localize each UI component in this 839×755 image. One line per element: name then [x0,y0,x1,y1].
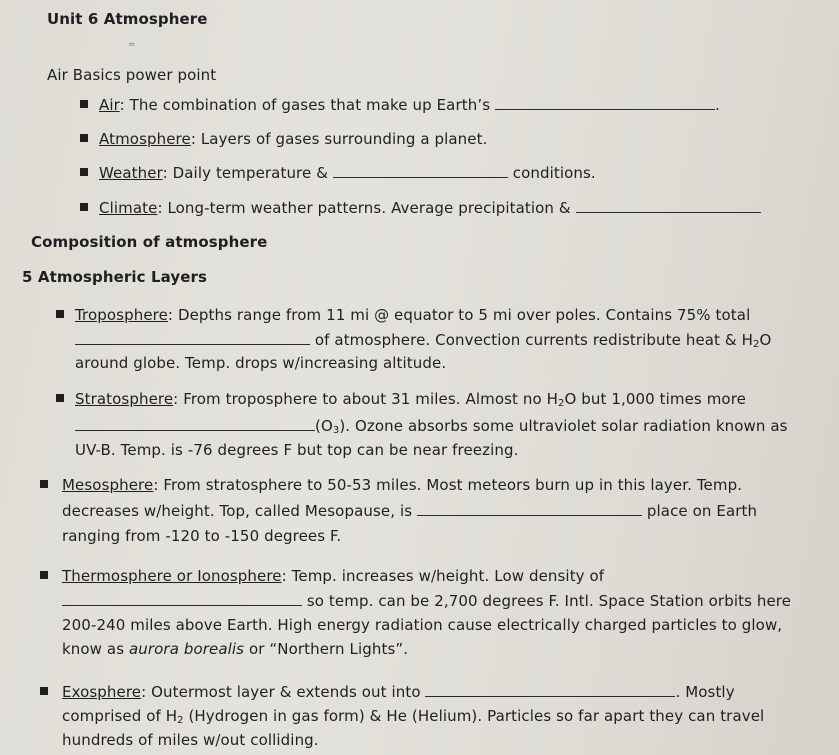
term-troposphere: Troposphere [75,306,168,324]
stratosphere-line1: Stratosphere: From troposphere to about 31 miles. Almost no $H_2O$ but 1,000 times more [75,390,746,409]
thermosphere-line2: so temp. can be 2,700 degrees F. Intl. Space Station orbits here [62,592,791,610]
bullet-icon [56,394,64,402]
term-air: Air [99,96,120,114]
mesosphere-line3: ranging from -120 to -150 degrees F. [62,527,342,545]
blank-line[interactable] [75,429,315,431]
exosphere-line1: Exosphere: Outermost layer & extends out into . Mostly [62,683,735,701]
term-atmosphere: Atmosphere [99,130,191,148]
item-weather: Weather: Daily temperature & conditions. [99,164,596,182]
troposphere-line1: Troposphere: Depths range from 11 mi @ equator to 5 mi over poles. Contains 75% total [75,306,751,324]
blank-line[interactable] [576,211,761,213]
unit-title: Unit 6 Atmosphere [47,10,208,28]
term-weather: Weather [99,164,163,182]
term-mesosphere: Mesosphere [62,476,154,494]
term-thermosphere: Thermosphere or Ionosphere [62,567,282,585]
troposphere-line2: of atmosphere. Convection currents redistribute heat & $H_2O$ [75,331,771,350]
bullet-icon [80,134,88,142]
blank-line[interactable] [425,695,675,697]
item-atmosphere: Atmosphere: Layers of gases surrounding a planet. [99,130,488,148]
thermosphere-line3: 200-240 miles above Earth. High energy radiation cause electrically charged particles to glow, [62,616,783,634]
layers-heading: 5 Atmospheric Layers [22,268,208,286]
mesosphere-line1: Mesosphere: From stratosphere to 50-53 miles. Most meteors burn up in this layer. Temp. [62,476,743,494]
bullet-icon [80,100,88,108]
thermosphere-line4: know as aurora borealis or “Northern Lights”. [62,640,409,658]
pencil-scribble: ≈ [128,40,136,50]
mesosphere-line2: decreases w/height. Top, called Mesopause, is place on Earth [62,502,758,520]
exosphere-line3: hundreds of miles w/out colliding. [62,731,319,749]
item-air: Air: The combination of gases that make up Earth’s . [99,96,720,114]
air-basics-heading: Air Basics power point [47,66,217,84]
bullet-icon [80,168,88,176]
item-climate: Climate: Long-term weather patterns. Average precipitation & [99,199,761,217]
bullet-icon [40,571,48,579]
term-stratosphere: Stratosphere [75,390,174,408]
blank-line[interactable] [495,108,715,110]
bullet-icon [40,687,48,695]
thermosphere-line1: Thermosphere or Ionosphere: Temp. increases w/height. Low density of [62,567,605,585]
bullet-icon [40,480,48,488]
term-climate: Climate [99,199,158,217]
stratosphere-line3: UV-B. Temp. is -76 degrees F but top can be near freezing. [75,441,519,459]
exosphere-line2: comprised of $H_2$ (Hydrogen in gas form) & He (Helium). Particles so far apart they can travel [62,707,765,726]
stratosphere-line2: $(O_3)$. Ozone absorbs some ultraviolet solar radiation known as [75,417,788,436]
blank-line[interactable] [75,343,310,345]
term-exosphere: Exosphere [62,683,142,701]
blank-line[interactable] [62,604,302,606]
blank-line[interactable] [417,514,642,516]
composition-heading: Composition of atmosphere [31,233,268,251]
bullet-icon [80,203,88,211]
bullet-icon [56,310,64,318]
blank-line[interactable] [333,176,508,178]
troposphere-line3: around globe. Temp. drops w/increasing altitude. [75,354,447,372]
